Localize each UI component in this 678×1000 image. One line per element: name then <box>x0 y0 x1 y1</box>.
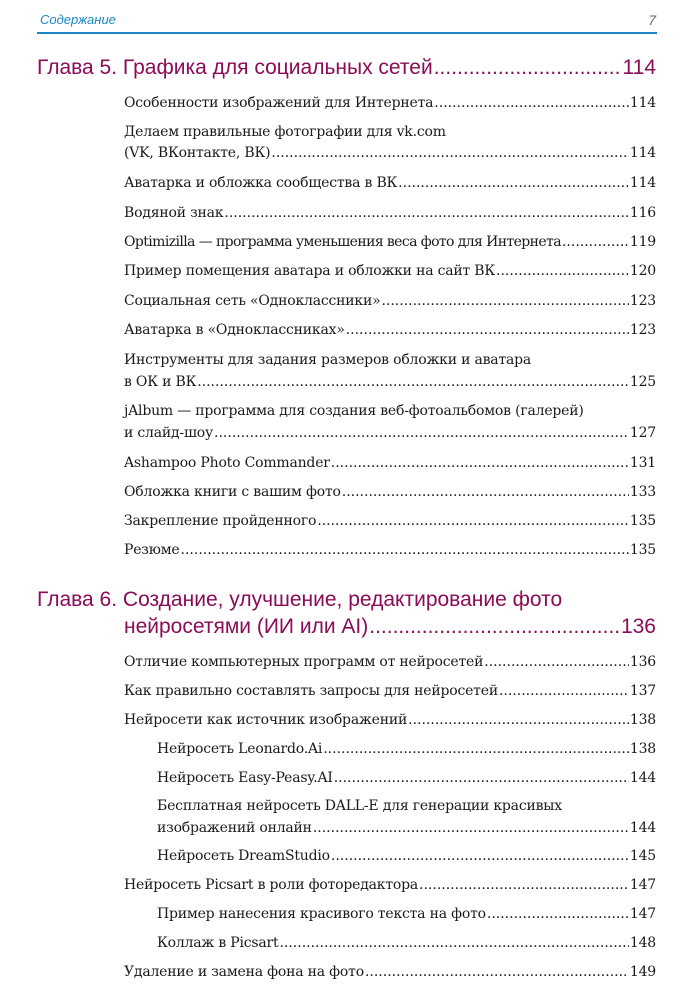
chapter-title: Глава 5. Графика для социальных сетей <box>37 56 433 79</box>
dot-leaders <box>317 513 629 529</box>
entry-title: Водяной знак <box>124 205 224 221</box>
toc-subentry[interactable] <box>157 770 656 786</box>
entry-title: Аватарка и обложка сообщества в ВК <box>124 175 398 191</box>
entry-title: Ashampoo Photo Commander <box>124 455 330 471</box>
toc-entry[interactable] <box>124 145 656 161</box>
entry-title: Особенности изображений для Интернета <box>124 95 434 111</box>
entry-title-line-2: (VK, ВКонтакте, ВК) <box>124 145 271 161</box>
dot-leaders <box>214 425 629 441</box>
dot-leaders <box>408 712 629 728</box>
dot-leaders <box>434 95 629 111</box>
entry-page: 144 <box>629 820 656 836</box>
entry-title: Пример нанесения красивого текста на фото <box>157 906 486 922</box>
dot-leaders <box>197 374 629 390</box>
toc-entry[interactable] <box>124 654 656 670</box>
entry-title: Нейросеть Easy-Peasy.AI <box>157 770 333 786</box>
entry-page: 147 <box>629 877 656 893</box>
entry-title: Нейросеть Picsart в роли фоторедактора <box>124 877 419 893</box>
entry-title: Резюме <box>124 542 180 558</box>
toc-chapter-6[interactable] <box>124 615 656 639</box>
entry-page: 116 <box>629 205 656 221</box>
entry-title: Закрепление пройденного <box>124 513 317 529</box>
entry-page: 131 <box>629 455 656 471</box>
entry-page: 114 <box>629 95 656 111</box>
entry-page: 119 <box>629 234 656 250</box>
entry-page: 120 <box>629 263 656 279</box>
entry-title-line-2: изображений онлайн <box>157 820 312 836</box>
toc-entry[interactable] <box>124 964 656 980</box>
toc-entry[interactable] <box>124 455 656 471</box>
entry-page: 127 <box>629 425 656 441</box>
dot-leaders <box>369 615 620 639</box>
entry-title: Удаление и замена фона на фото <box>124 964 364 980</box>
toc-entry[interactable] <box>124 322 656 338</box>
dot-leaders <box>496 263 629 279</box>
toc-entry[interactable] <box>124 263 656 279</box>
toc-entry[interactable] <box>124 513 656 529</box>
dot-leaders <box>181 542 629 558</box>
toc-entry[interactable] <box>124 877 656 893</box>
dot-leaders <box>562 234 629 250</box>
dot-leaders <box>224 205 629 221</box>
entry-page: 125 <box>629 374 656 390</box>
header-title: Содержание <box>40 12 116 27</box>
toc-chapter-5[interactable] <box>37 56 656 80</box>
entry-page: 136 <box>629 654 656 670</box>
entry-page: 138 <box>629 741 656 757</box>
entry-page: 123 <box>629 322 656 338</box>
chapter-page: 114 <box>622 56 656 79</box>
entry-title: Обложка книги с вашим фото <box>124 484 341 500</box>
entry-title-line-2: и слайд-шоу <box>124 425 214 441</box>
chapter-title-line-2: нейросетями (ИИ или AI) <box>124 615 369 638</box>
toc-entry[interactable] <box>124 484 656 500</box>
dot-leaders <box>279 935 628 951</box>
dot-leaders <box>342 484 629 500</box>
toc-entry[interactable] <box>124 683 656 699</box>
entry-title-line-1[interactable]: Бесплатная нейросеть DALL-E для генерации красивых <box>157 798 562 814</box>
dot-leaders <box>331 455 629 471</box>
entry-title: Optimizilla — программа уменьшения веса фото для Интернета <box>124 234 561 250</box>
entry-page: 123 <box>629 293 656 309</box>
entry-page: 148 <box>629 935 656 951</box>
dot-leaders <box>487 906 629 922</box>
dot-leaders <box>346 322 629 338</box>
dot-leaders <box>381 293 628 309</box>
entry-page: 138 <box>629 712 656 728</box>
entry-page: 137 <box>629 683 656 699</box>
dot-leaders <box>331 848 629 864</box>
toc-subentry[interactable] <box>157 741 656 757</box>
entry-title-line-1[interactable]: Инструменты для задания размеров обложки и аватара <box>124 352 532 368</box>
entry-title: Социальная сеть «Одноклассники» <box>124 293 381 309</box>
entry-title: Коллаж в Picsart <box>157 935 279 951</box>
toc-entry[interactable] <box>124 542 656 558</box>
dot-leaders <box>419 877 629 893</box>
entry-title-line-2: в ОК и ВК <box>124 374 197 390</box>
entry-page: 144 <box>629 770 656 786</box>
toc-subentry[interactable] <box>157 848 656 864</box>
toc-entry[interactable] <box>124 293 656 309</box>
dot-leaders <box>434 56 622 80</box>
entry-title: Пример помещения аватара и обложки на сайт ВК <box>124 263 496 279</box>
toc-entry[interactable] <box>124 712 656 728</box>
entry-page: 149 <box>629 964 656 980</box>
entry-page: 145 <box>629 848 656 864</box>
entry-page: 135 <box>629 542 656 558</box>
toc-entry[interactable] <box>124 425 656 441</box>
entry-title: Аватарка в «Одноклассниках» <box>124 322 345 338</box>
dot-leaders <box>499 683 629 699</box>
dot-leaders <box>484 654 629 670</box>
entry-page: 147 <box>629 906 656 922</box>
toc-entry[interactable] <box>124 95 656 111</box>
entry-title-line-1[interactable]: Делаем правильные фотографии для vk.com <box>124 124 446 140</box>
entry-title: Отличие компьютерных программ от нейросетей <box>124 654 484 670</box>
chapter-page: 136 <box>620 615 656 638</box>
entry-title: Как правильно составлять запросы для нейросетей <box>124 683 498 699</box>
dot-leaders <box>398 175 629 191</box>
entry-page: 114 <box>629 145 656 161</box>
dot-leaders <box>323 741 629 757</box>
dot-leaders <box>334 770 629 786</box>
entry-title: Нейросеть Leonardo.Ai <box>157 741 323 757</box>
entry-page: 135 <box>629 513 656 529</box>
entry-page: 133 <box>629 484 656 500</box>
entry-page: 114 <box>629 175 656 191</box>
header-page-number: 7 <box>648 12 656 28</box>
entry-title-line-1[interactable]: jAlbum — программа для создания веб-фотоальбомов (галерей) <box>124 403 584 419</box>
toc-subentry[interactable] <box>157 820 656 836</box>
toc-entry[interactable] <box>124 374 656 390</box>
toc-chapter-6-title-line-1[interactable]: Глава 6. Создание, улучшение, редактирование фото <box>37 588 563 611</box>
entry-title: Нейросеть DreamStudio <box>157 848 330 864</box>
toc-entry[interactable] <box>124 234 656 250</box>
entry-title: Нейросети как источник изображений <box>124 712 408 728</box>
toc-subentry[interactable] <box>157 935 656 951</box>
dot-leaders <box>365 964 629 980</box>
toc-entry[interactable] <box>124 205 656 221</box>
dot-leaders <box>313 820 629 836</box>
dot-leaders <box>271 145 629 161</box>
toc-entry[interactable] <box>124 175 656 191</box>
toc-subentry[interactable] <box>157 906 656 922</box>
